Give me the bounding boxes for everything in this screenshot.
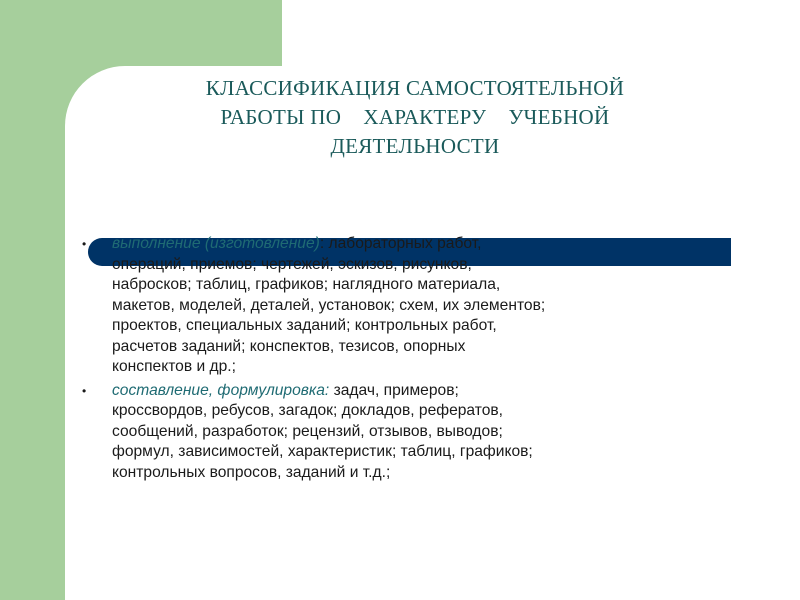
bullet-line: сообщений, разработок; рецензий, отзывов, выводов;: [112, 422, 503, 440]
bullet-dot-icon: •: [82, 383, 87, 398]
bullet-first-line-rest: задач, примеров;: [329, 381, 459, 399]
bullet-lead-term: выполнение (изготовление): [112, 235, 320, 252]
bullet-line: кроссвордов, ребусов, загадок; докладов, рефератов,: [112, 402, 504, 419]
bullet-line: проектов, специальных заданий; контрольных работ,: [112, 317, 497, 334]
bullet-lead-term: составление, формулировка:: [112, 381, 330, 399]
bullet-first-line: [112, 234, 752, 255]
slide-title: [90, 74, 740, 161]
bullet-first-line: [112, 381, 752, 402]
bullet-line: набросков; таблиц, графиков; наглядного материала,: [112, 276, 501, 293]
bullet-list: [82, 234, 752, 486]
title-line-3: ДЕЯТЕЛЬНОСТИ: [330, 134, 500, 158]
bullet-line: операций, приемов; чертежей, эскизов, рисунков,: [112, 255, 472, 273]
bullet-item-composition: [82, 381, 752, 484]
title-line-1: КЛАССИФИКАЦИЯ САМОСТОЯТЕЛЬНОЙ: [205, 76, 625, 100]
title-line-2: РАБОТЫ ПО ХАРАКТЕРУ УЧЕБНОЙ: [220, 105, 610, 129]
bullet-dot-icon: •: [82, 237, 87, 251]
bullet-line: конспектов и др.;: [112, 358, 236, 375]
bullet-first-line-rest: : лабораторных работ,: [319, 235, 482, 252]
bullet-line: расчетов заданий; конспектов, тезисов, опорных: [112, 337, 466, 355]
bullet-line: формул, зависимостей, характеристик; таблиц, графиков;: [112, 443, 533, 460]
bullet-item-execution: [82, 234, 752, 378]
bullet-line: контрольных вопросов, заданий и т.д.;: [112, 463, 391, 481]
bullet-line: макетов, моделей, деталей, установок; схем, их элементов;: [112, 296, 546, 314]
